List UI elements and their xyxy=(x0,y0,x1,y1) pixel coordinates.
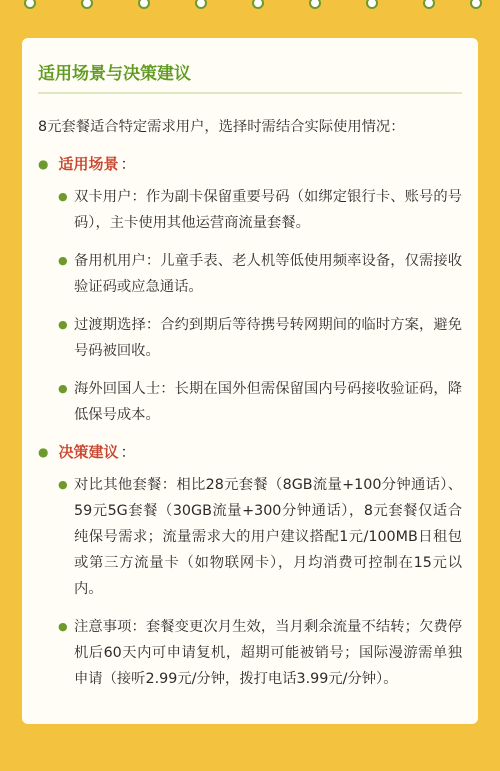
section-heading: 适用场景与决策建议 xyxy=(38,62,462,94)
binder-hole-icon xyxy=(195,0,207,9)
binder-hole-icon xyxy=(24,0,36,9)
bullet-icon: ● xyxy=(58,190,68,203)
binder-hole-icon xyxy=(138,0,150,9)
bullet-icon: ● xyxy=(58,620,68,633)
binder-holes xyxy=(0,0,500,16)
intro-text: 8元套餐适合特定需求用户，选择时需结合实际使用情况： xyxy=(38,119,405,135)
list-item: ● 过渡期选择：合约到期后等待携号转网期间的临时方案，避免号码被回收。 xyxy=(58,312,462,364)
bullet-icon: ● xyxy=(38,157,49,171)
list-item: ● 备用机用户：儿童手表、老人机等低使用频率设备，仅需接收验证码或应急通话。 xyxy=(58,248,462,300)
bullet-icon: ● xyxy=(58,254,68,267)
bullet-icon: ● xyxy=(58,478,68,491)
binder-hole-icon xyxy=(81,0,93,9)
content-card xyxy=(22,38,478,724)
section-label-advice: ● 决策建议 ： xyxy=(38,440,462,464)
binder-hole-icon xyxy=(252,0,264,9)
binder-hole-icon xyxy=(423,0,435,9)
binder-hole-icon xyxy=(366,0,378,9)
list-item: ● 对比其他套餐：相比28元套餐（8GB流量+100分钟通话）、59元5G套餐（30GB流量+300分钟通话），8元套餐仅适合纯保号需求；流量需求大的用户建议搭配1元/100MB日租包或第三方流量卡（如物联网卡），月均消费可控制在15元以内。 xyxy=(58,472,462,602)
binder-hole-icon xyxy=(309,0,321,9)
list-item: ● 海外回国人士：长期在国外但需保留国内号码接收验证码，降低保号成本。 xyxy=(58,376,462,428)
list-item: ● 注意事项：套餐变更次月生效，当月剩余流量不结转；欠费停机后60天内可申请复机，超期可能被销号；国际漫游需单独申请（接听2.99元/分钟，拨打电话3.99元/分钟）。 xyxy=(58,614,462,692)
bullet-icon: ● xyxy=(38,445,49,459)
bullet-icon: ● xyxy=(58,318,68,331)
list-item: ● 双卡用户：作为副卡保留重要号码（如绑定银行卡、账号的号码），主卡使用其他运营商流量套餐。 xyxy=(58,184,462,236)
bullet-icon: ● xyxy=(58,382,68,395)
binder-hole-icon xyxy=(470,0,482,9)
section-label-scenarios: ● 适用场景 ： xyxy=(38,152,462,176)
